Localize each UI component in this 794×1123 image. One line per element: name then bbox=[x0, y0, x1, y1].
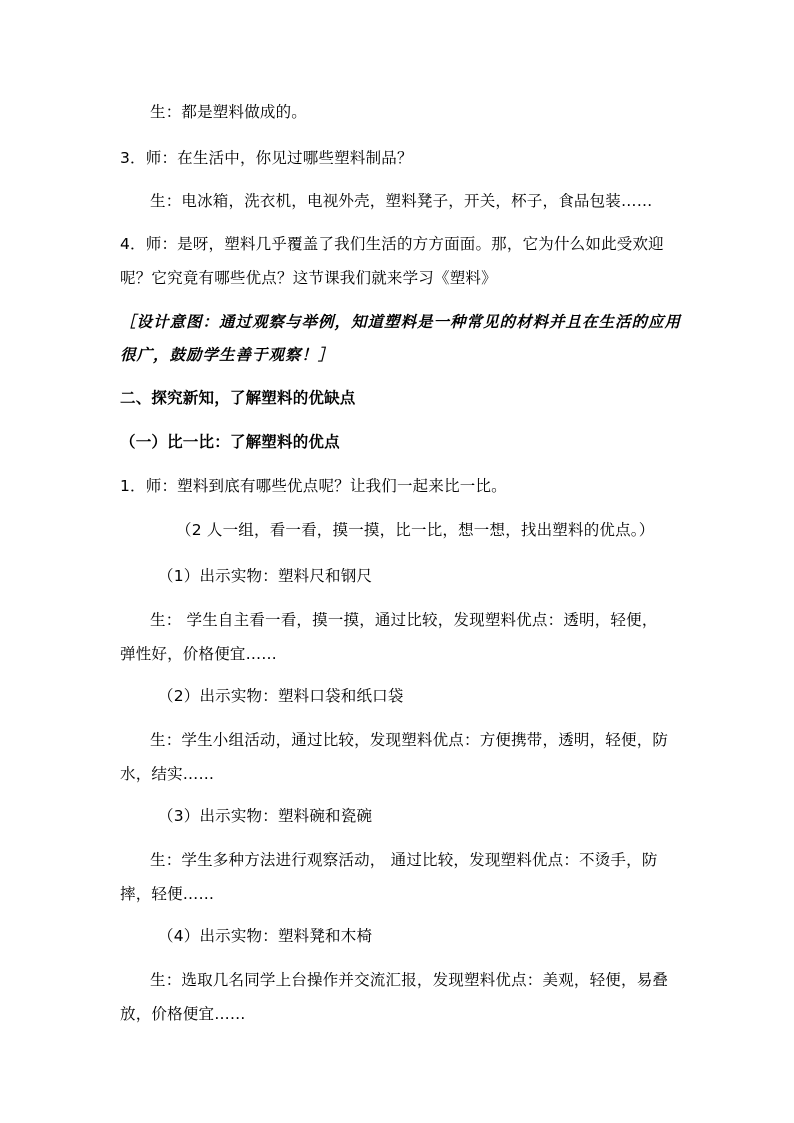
teacher-question-line: 1．师：塑料到底有哪些优点呢？让我们一起来比一比。 bbox=[120, 477, 507, 495]
student-answer-line: 水，结实…… bbox=[120, 765, 215, 783]
teacher-statement-line: 呢？它究竟有哪些优点？这节课我们就来学习《塑料》 bbox=[120, 269, 497, 287]
item-heading: （1）出示实物：塑料尺和钢尺 bbox=[158, 567, 373, 585]
student-answer-line: 生：学生小组活动，通过比较，发现塑料优点：方便携带，透明，轻便，防 bbox=[150, 731, 669, 749]
subsection-heading: （一）比一比：了解塑料的优点 bbox=[120, 433, 340, 451]
student-answer-line: 放，价格便宜…… bbox=[120, 1005, 246, 1023]
item-heading: （2）出示实物：塑料口袋和纸口袋 bbox=[158, 687, 404, 705]
student-answer-line: 生：都是塑料做成的。 bbox=[150, 103, 308, 121]
teacher-statement-line: 4．师：是呀，塑料几乎覆盖了我们生活的方方面面。那，它为什么如此受欢迎 bbox=[120, 235, 664, 253]
student-answer-line: 生： 学生自主看一看，摸一摸，通过比较，发现塑料优点：透明，轻便， bbox=[150, 611, 658, 629]
student-answer-line: 生：电冰箱，洗衣机，电视外壳，塑料凳子，开关，杯子，食品包装…… bbox=[150, 192, 653, 210]
design-intent-note: 很广，鼓励学生善于观察！］ bbox=[120, 345, 335, 364]
student-answer-line: 生：学生多种方法进行观察活动， 通过比较，发现塑料优点：不烫手，防 bbox=[150, 851, 658, 869]
student-answer-line: 生：选取几名同学上台操作并交流汇报，发现塑料优点：美观，轻便，易叠 bbox=[150, 971, 669, 989]
item-heading: （4）出示实物：塑料凳和木椅 bbox=[158, 927, 373, 945]
teacher-question-line: 3．师：在生活中，你见过哪些塑料制品？ bbox=[120, 149, 413, 167]
item-heading: （3）出示实物：塑料碗和瓷碗 bbox=[158, 807, 373, 825]
group-activity-note: （2 人一组，看一看，摸一摸，比一比，想一想，找出塑料的优点。） bbox=[176, 521, 655, 539]
design-intent-note: ［设计意图：通过观察与举例，知道塑料是一种常见的材料并且在生活的应用 bbox=[120, 312, 682, 331]
section-heading: 二、探究新知，了解塑料的优缺点 bbox=[120, 389, 356, 407]
student-answer-line: 摔，轻便…… bbox=[120, 885, 215, 903]
student-answer-line: 弹性好，价格便宜…… bbox=[120, 645, 278, 663]
